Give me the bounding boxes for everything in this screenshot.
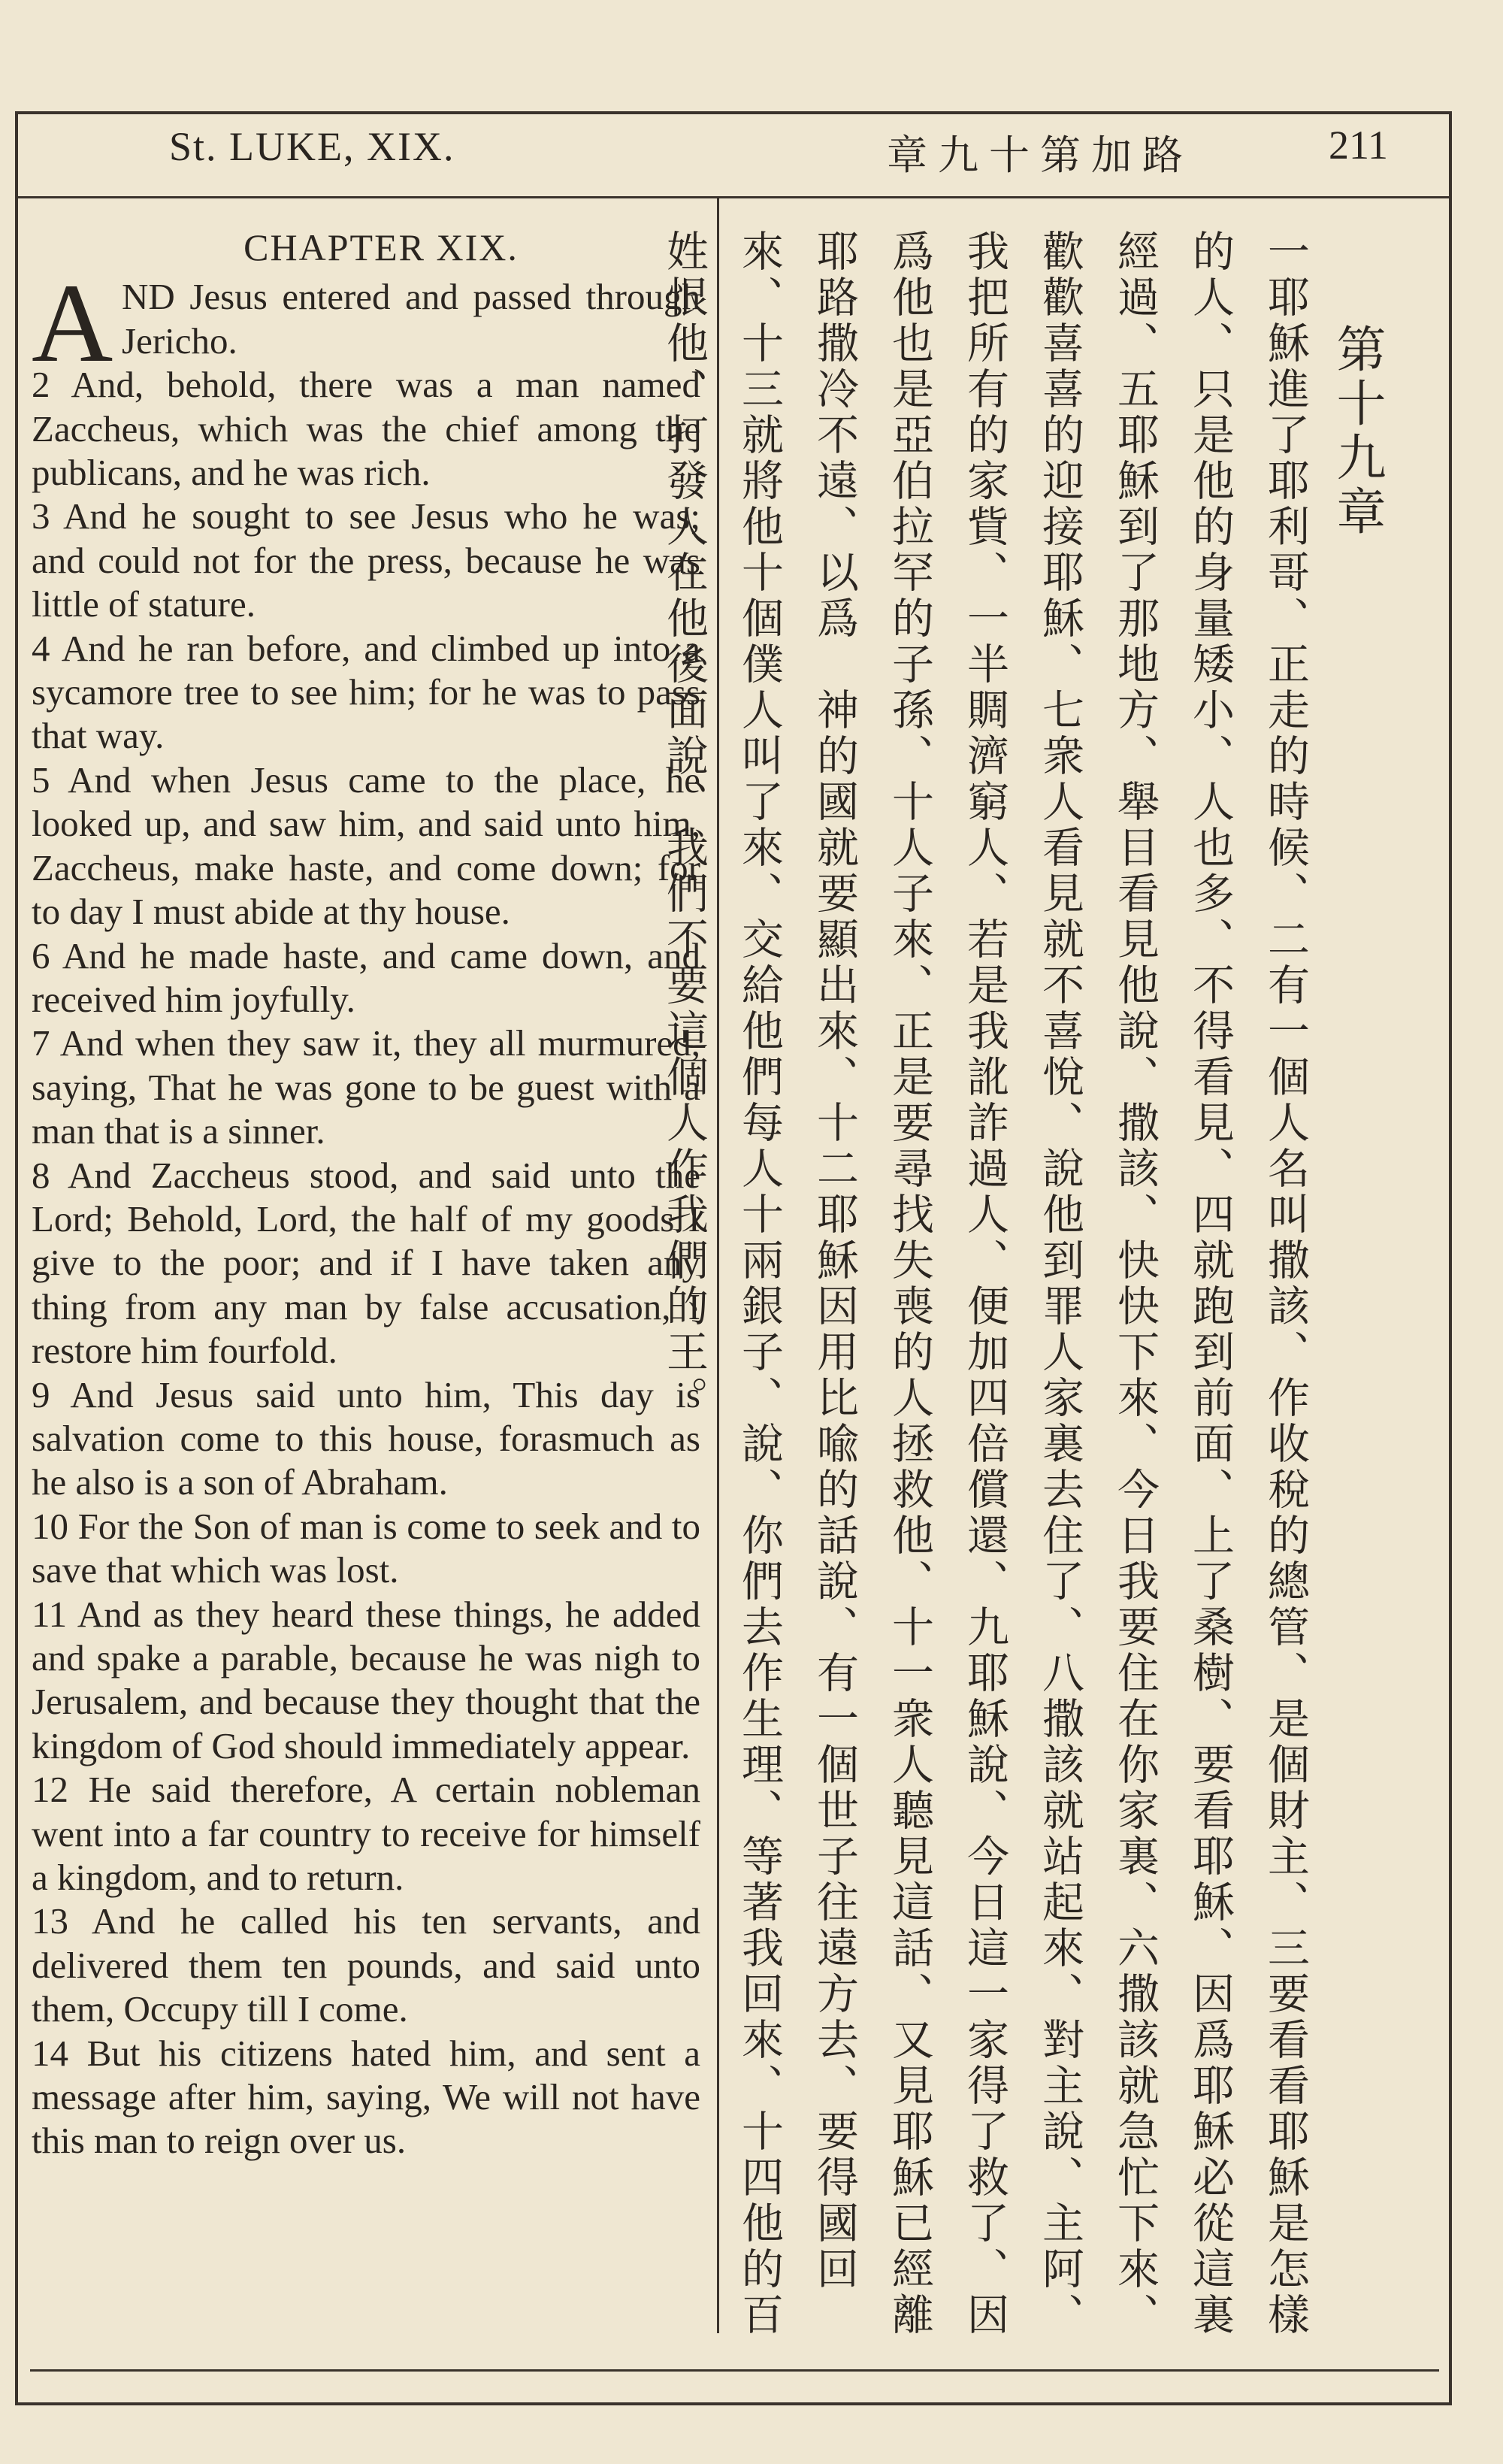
- chinese-text: 一耶穌進了耶利哥、正走的時候、二有一個人名叫撒該、作收稅的總管、是個財主、三要看看耶穌是怎樣的人、只是他的身量矮小、人也多、不得看見、四就跑到前面、上了桑樹、要看耶穌、因爲耶穌必從這裏經過、五耶穌到了那地方、舉目看見他說、撒該、快快下來、今日我要住在你家裏、六撒該就急忙下來、歡歡喜喜的迎接耶穌、七衆人看見就不喜悅、說他到罪人家裏去住了、八撒該就站起來、對主說、主阿、我把所有的家貲、一半賙濟窮人、若是我訛詐過人、便加四倍償還、九耶穌說、今日這一家得了救了、因爲他也是亞伯拉罕的子孫、十人子來、正是要尋找失喪的人拯救他、十一衆人聽見這話、又見耶穌已經離耶路撒冷不遠、以爲 神的國就要顯出來、十二耶穌因用比喩的話說、有一個世子往遠方去、要得國回來、十三就將他十個僕人叫了來、交給他們每人十兩銀子、說、你們去作生理、等著我回來、十四他的百姓恨他、打發人在他後面說、我們不要這個人作我們的王。: [660, 229, 1310, 2338]
- running-head-chinese: 章九十第加路: [887, 132, 1193, 179]
- verse-14: 14 But his citizens hated him, and sent a message after him, saying, We will not have this man to reign over us.: [32, 2032, 700, 2162]
- running-head-english: St. LUKE, XIX.: [169, 124, 455, 169]
- english-column: [32, 226, 700, 2163]
- drop-cap: A: [32, 261, 113, 386]
- chapter-title-chinese: 第十九章: [1328, 323, 1386, 540]
- bottom-rule: [30, 2369, 1439, 2372]
- verse-4: 4 And he ran before, and climbed up into a sycamore tree to see him; for he was to pass that way.: [32, 627, 700, 757]
- verse-11: 11 And as they heard these things, he added and spake a parable, because he was nigh to Jerusalem, and because they thought that the kingdom of God should immediately appear.: [32, 1593, 700, 1766]
- page-header: [15, 111, 1452, 198]
- verse-8: 8 And Zaccheus stood, and said unto the Lord; Behold, Lord, the half of my goods I give to the poor; and if I have taken any thing from any man by false accusation, I restore him fourfold.: [32, 1154, 700, 1372]
- verse-5: 5 And when Jesus came to the place, he looked up, and saw him, and said unto him, Zaccheus, make haste, and come down; for to day I must abide at thy house.: [32, 758, 700, 933]
- verse-13: 13 And he called his ten servants, and delivered them ten pounds, and said unto them, Occupy till I come.: [32, 1900, 700, 2030]
- verse-6: 6 And he made haste, and came down, and received him joyfully.: [32, 934, 700, 1020]
- verse-10: 10 For the Son of man is come to seek and to save that which was lost.: [32, 1505, 700, 1591]
- verse-12: 12 He said therefore, A certain nobleman went into a far country to receive for himself a kingdom, and to return.: [32, 1769, 700, 1899]
- verse-1: [32, 261, 700, 386]
- verse-2: 2 And, behold, there was a man named Zaccheus, which was the chief among the publicans, and he was rich.: [32, 364, 700, 494]
- chapter-title-english: CHAPTER XIX.: [243, 226, 519, 268]
- verse-7: 7 And when they saw it, they all murmured, saying, That he was gone to be guest with a man that is a sinner.: [32, 1022, 700, 1152]
- verse-9: 9 And Jesus said unto him, This day is salvation come to this house, forasmuch as he also is a son of Abraham.: [32, 1373, 700, 1503]
- verse-3: 3 And he sought to see Jesus who he was; and could not for the press, because he was little of stature.: [32, 495, 700, 625]
- page-number: 211: [1329, 123, 1388, 168]
- verse-1-text: ND Jesus entered and passed through Jericho.: [122, 276, 700, 362]
